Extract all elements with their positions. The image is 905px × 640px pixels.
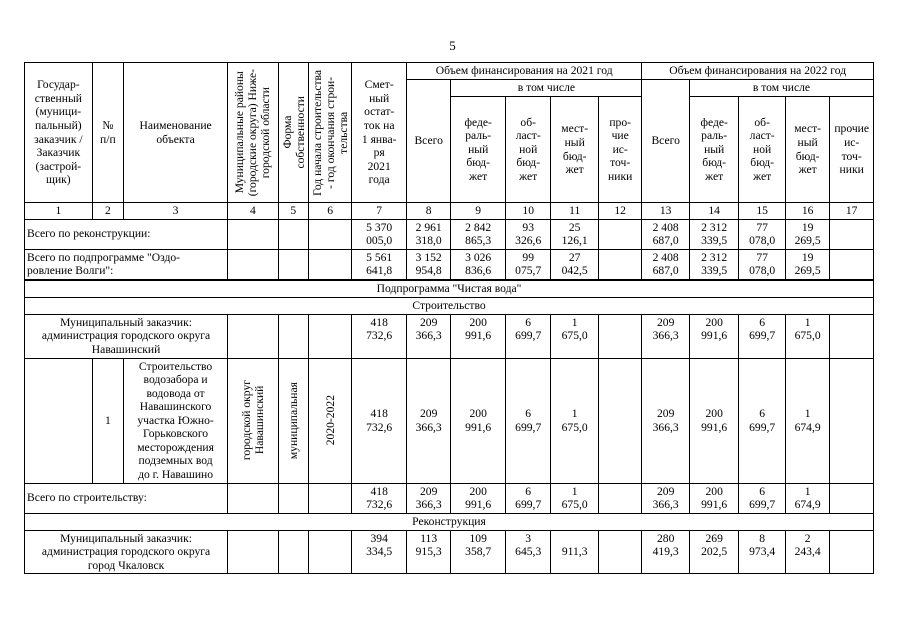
construction-title-row	[25, 297, 874, 314]
value-cell: 1 674,9	[785, 483, 829, 513]
row-label: Всего по строительству:	[25, 483, 228, 513]
balance-cell: 5 561 641,8	[352, 249, 407, 280]
value-cell: 19 269,5	[785, 219, 829, 249]
header-ownership: Форма собственности	[278, 63, 308, 203]
value-cell: 269 202,5	[689, 530, 739, 574]
value-cell: 200 991,6	[689, 483, 739, 513]
row-label: Всего по реконструкции:	[25, 219, 228, 249]
page-number: 5	[449, 38, 456, 53]
column-number: 3	[124, 203, 228, 220]
reconstruction-title-row	[25, 513, 874, 530]
construction-total-row	[25, 483, 874, 513]
column-number: 2	[92, 203, 123, 220]
column-number: 13	[642, 203, 689, 220]
header-object: Наименование объекта	[124, 63, 228, 203]
row-label: Всего по подпрограмме "Оздо- ровление Волги":	[25, 249, 228, 280]
value-cell	[830, 314, 874, 358]
subprogram-title: Подпрограмма "Чистая вода"	[25, 280, 874, 298]
value-cell: 2 408 687,0	[642, 219, 689, 249]
object-name: Строительство водозабора и водовода от Навашинского участка Южно- Горьковского месторождения подземных вод до г. Навашино	[124, 358, 228, 483]
value-cell: 77 078,0	[739, 249, 785, 280]
header-fin-2021: Объем финансирования на 2021 год	[406, 63, 641, 80]
header-regional-2021: об- ласт- ной бюд- жет	[505, 97, 550, 203]
column-number: 5	[278, 203, 308, 220]
value-cell: 200 991,6	[451, 314, 506, 358]
balance-cell: 418 732,6	[352, 358, 407, 483]
value-cell: 6 699,7	[505, 314, 550, 358]
header-total-2022: Всего	[642, 80, 689, 203]
header-federal-2021: феде- раль- ный бюд- жет	[451, 97, 506, 203]
value-cell: 2 842 865,3	[451, 219, 506, 249]
value-cell	[830, 249, 874, 280]
header-district: Муниципальные районы (городские округа) Ниже- городской области	[228, 63, 279, 203]
value-cell: 27 042,5	[551, 249, 598, 280]
header-federal-2022: феде- раль- ный бюд- жет	[689, 97, 739, 203]
value-cell: 209 366,3	[406, 483, 450, 513]
header-other-2021: про- чие ис- точ- ники	[598, 97, 642, 203]
value-cell: 2 961 318,0	[406, 219, 450, 249]
value-cell: 1 675,0	[551, 358, 598, 483]
value-cell: 200 991,6	[451, 358, 506, 483]
balance-cell: 5 370 005,0	[352, 219, 407, 249]
header-num: № п/п	[92, 63, 123, 203]
value-cell: 6 699,7	[739, 483, 785, 513]
subprogram-title-row	[25, 280, 874, 298]
header-other-2022: прочие ис- точ- ники	[830, 97, 874, 203]
value-cell: 2 243,4	[785, 530, 829, 574]
value-cell	[598, 530, 642, 574]
value-cell: 99 075,7	[505, 249, 550, 280]
value-cell: 3 026 836,6	[451, 249, 506, 280]
value-cell: 19 269,5	[785, 249, 829, 280]
value-cell	[830, 219, 874, 249]
value-cell	[830, 483, 874, 513]
value-cell: 911,3	[551, 530, 598, 574]
column-number: 17	[830, 203, 874, 220]
object-ownership: муниципальная	[278, 358, 308, 483]
value-cell: 93 326,6	[505, 219, 550, 249]
value-cell: 2 312 339,5	[689, 219, 739, 249]
balance-cell: 418 732,6	[352, 314, 407, 358]
value-cell: 6 699,7	[505, 358, 550, 483]
column-number: 16	[785, 203, 829, 220]
column-number: 15	[739, 203, 785, 220]
column-number: 6	[308, 203, 351, 220]
value-cell	[598, 483, 642, 513]
reconstruction-total-row	[25, 219, 874, 249]
column-number: 4	[228, 203, 279, 220]
subprogram-total-row	[25, 249, 874, 280]
value-cell: 280 419,3	[642, 530, 689, 574]
balance-cell: 418 732,6	[352, 483, 407, 513]
value-cell: 209 366,3	[406, 314, 450, 358]
value-cell: 209 366,3	[642, 358, 689, 483]
object-district: городской округ Навашинский	[228, 358, 279, 483]
value-cell	[598, 358, 642, 483]
value-cell: 109 358,7	[451, 530, 506, 574]
object-num: 1	[92, 358, 123, 483]
value-cell: 2 312 339,5	[689, 249, 739, 280]
header-including-2021: в том числе	[451, 80, 642, 97]
balance-cell: 394 334,5	[352, 530, 407, 574]
value-cell: 6 699,7	[739, 314, 785, 358]
header-total-2021: Всего	[406, 80, 450, 203]
value-cell: 1 674,9	[785, 358, 829, 483]
column-numbers-row	[25, 203, 874, 220]
value-cell	[598, 314, 642, 358]
header-row-1	[25, 63, 874, 80]
value-cell: 6 699,7	[739, 358, 785, 483]
value-cell	[598, 219, 642, 249]
value-cell: 209 366,3	[642, 314, 689, 358]
column-number: 1	[25, 203, 93, 220]
value-cell: 209 366,3	[642, 483, 689, 513]
value-cell: 25 126,1	[551, 219, 598, 249]
value-cell	[598, 249, 642, 280]
value-cell: 1 675,0	[785, 314, 829, 358]
column-number: 12	[598, 203, 642, 220]
header-local-2022: мест- ный бюд- жет	[785, 97, 829, 203]
column-number: 9	[451, 203, 506, 220]
value-cell: 200 991,6	[689, 314, 739, 358]
value-cell: 1 675,0	[551, 483, 598, 513]
header-years: Год начала строительства - год окончания строи- тельства	[308, 63, 351, 203]
value-cell: 1 675,0	[551, 314, 598, 358]
value-cell: 2 408 687,0	[642, 249, 689, 280]
header-local-2021: мест- ный бюд- жет	[551, 97, 598, 203]
header-regional-2022: об- ласт- ной бюд- жет	[739, 97, 785, 203]
column-number: 7	[352, 203, 407, 220]
header-customer: Государ- ственный (муници- пальный) заказчик / Заказчик (застрой- щик)	[25, 63, 93, 203]
value-cell: 200 991,6	[689, 358, 739, 483]
value-cell: 113 915,3	[406, 530, 450, 574]
column-number: 14	[689, 203, 739, 220]
column-number: 8	[406, 203, 450, 220]
column-number: 11	[551, 203, 598, 220]
value-cell: 200 991,6	[451, 483, 506, 513]
value-cell: 3 645,3	[505, 530, 550, 574]
header-fin-2022: Объем финансирования на 2022 год	[642, 63, 874, 80]
reconstruction-title: Реконструкция	[25, 513, 874, 530]
header-balance: Смет- ный остат- ток на 1 янва- ря 2021 года	[352, 63, 407, 203]
value-cell: 77 078,0	[739, 219, 785, 249]
value-cell: 8 973,4	[739, 530, 785, 574]
value-cell	[830, 530, 874, 574]
object-row	[25, 358, 874, 483]
customer-chkalovsk-row	[25, 530, 874, 574]
object-years: 2020-2022	[308, 358, 351, 483]
column-number: 10	[505, 203, 550, 220]
customer-label: Муниципальный заказчик: администрация городского округа Навашинский	[25, 314, 228, 358]
value-cell	[830, 358, 874, 483]
financing-table	[24, 62, 874, 574]
customer-label: Муниципальный заказчик: администрация городского округа город Чкаловск	[25, 530, 228, 574]
header-including-2022: в том числе	[689, 80, 873, 97]
customer-navashino-row	[25, 314, 874, 358]
construction-title: Строительство	[25, 297, 874, 314]
value-cell: 6 699,7	[505, 483, 550, 513]
value-cell: 3 152 954,8	[406, 249, 450, 280]
value-cell: 209 366,3	[406, 358, 450, 483]
